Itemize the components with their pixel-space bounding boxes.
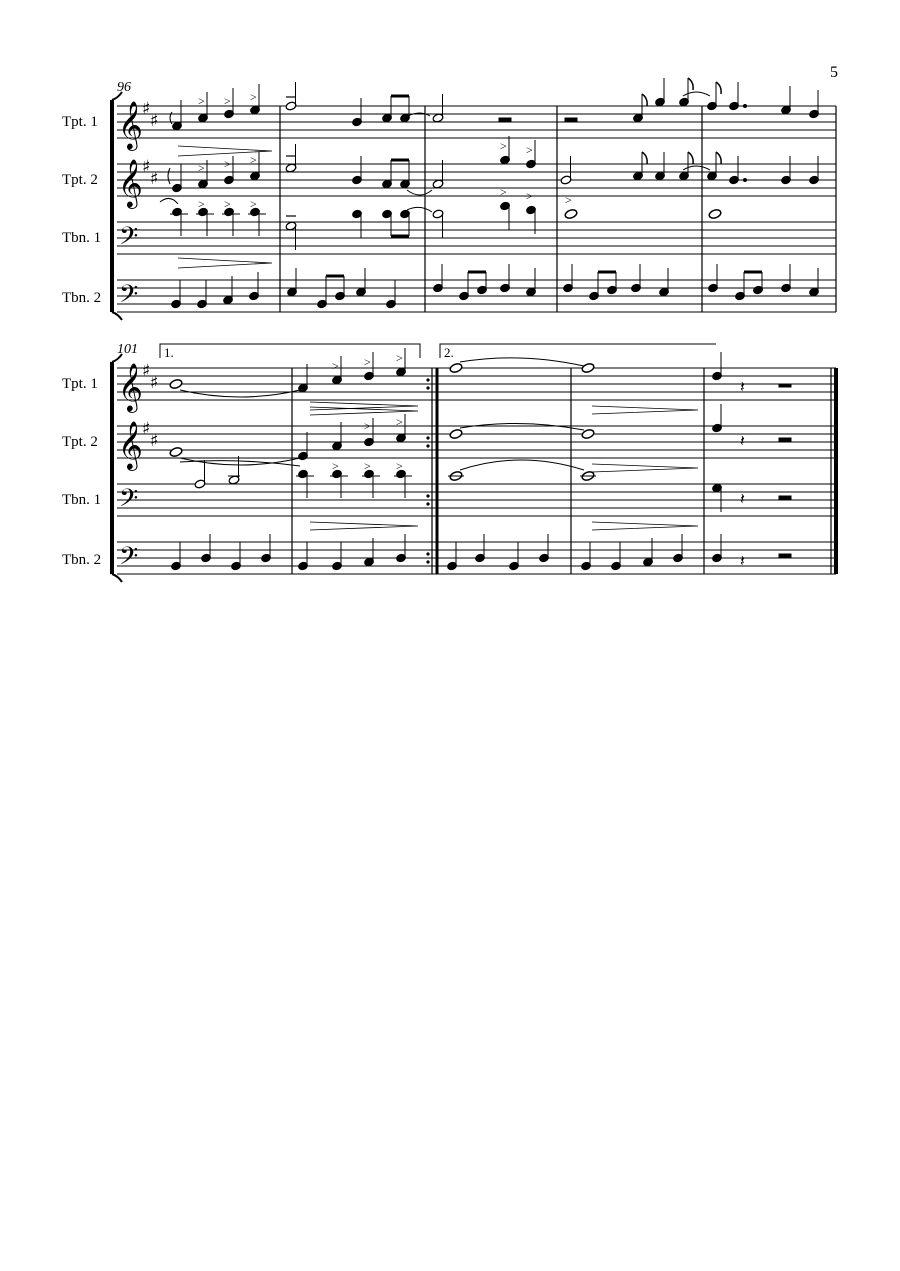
svg-text:2.: 2. — [444, 345, 454, 360]
sharp-icon: ♯ — [150, 373, 159, 393]
svg-text:>: > — [526, 143, 533, 157]
instrument-label-tbn1: Tbn. 1 — [62, 492, 102, 508]
treble-clef-tpt1: 𝄞 — [118, 362, 143, 411]
volta-2 — [440, 344, 716, 360]
sharp-icon: ♯ — [142, 361, 151, 381]
instrument-label-tbn1: Tbn. 1 — [62, 230, 102, 246]
sharp-icon: ♯ — [150, 169, 159, 189]
treble-clef-tpt2: 𝄞 — [118, 158, 143, 207]
svg-text:>: > — [364, 419, 371, 433]
svg-text:>: > — [332, 459, 339, 473]
sharp-icon: ♯ — [150, 111, 159, 131]
bass-clef-tbn2: 𝄢 — [119, 280, 139, 315]
system-1 — [62, 78, 836, 320]
svg-text:>: > — [224, 94, 231, 108]
measure-number-101: 101 — [117, 342, 138, 357]
system-2 — [62, 342, 836, 582]
bass-clef-tbn1: 𝄢 — [119, 484, 139, 519]
svg-text:>: > — [198, 197, 205, 211]
svg-text:>: > — [500, 139, 507, 153]
svg-text:𝄽: 𝄽 — [740, 553, 745, 570]
svg-text:>: > — [396, 351, 403, 365]
notes-tpt2-system-1 — [168, 136, 819, 195]
treble-clef-tpt2: 𝄞 — [118, 420, 143, 469]
svg-text:>: > — [526, 189, 533, 203]
staff-tpt2 — [117, 426, 836, 458]
volta-1 — [160, 344, 420, 360]
staff-tbn2 — [117, 280, 836, 312]
svg-text:>: > — [364, 459, 371, 473]
svg-text:>: > — [198, 161, 205, 175]
svg-text:>: > — [396, 415, 403, 429]
repeat-dots — [426, 378, 429, 563]
instrument-label-tpt2: Tpt. 2 — [62, 172, 98, 188]
sharp-icon: ♯ — [142, 99, 151, 119]
notes-tpt1-system-2 — [169, 348, 791, 415]
notes-tbn2-system-2 — [171, 522, 791, 571]
svg-text:>: > — [500, 185, 507, 199]
instrument-label-tbn2: Tbn. 2 — [62, 290, 102, 306]
measure-number-96: 96 — [117, 80, 131, 95]
notes-tpt1-system-1 — [170, 78, 819, 156]
notes-tbn2-system-1 — [171, 258, 820, 309]
barlines-system-2 — [292, 368, 836, 574]
staff-tpt1 — [117, 106, 836, 138]
instrument-label-tpt1: Tpt. 1 — [62, 114, 98, 130]
svg-text:>: > — [250, 197, 257, 211]
svg-text:>: > — [364, 355, 371, 369]
page-number: 5 — [830, 64, 838, 81]
barlines-system-1 — [280, 106, 836, 312]
staff-tbn1 — [117, 484, 836, 516]
svg-text:>: > — [565, 193, 572, 207]
svg-text:>: > — [224, 197, 231, 211]
bass-clef-tbn1: 𝄢 — [119, 222, 139, 257]
instrument-label-tpt1: Tpt. 1 — [62, 376, 98, 392]
sharp-icon: ♯ — [150, 431, 159, 451]
notes-tbn1-system-1 — [160, 185, 722, 250]
svg-text:>: > — [250, 90, 257, 104]
staff-tbn1 — [117, 222, 836, 254]
svg-text:𝄽: 𝄽 — [740, 491, 745, 508]
sharp-icon: ♯ — [142, 419, 151, 439]
instrument-label-tbn2: Tbn. 2 — [62, 552, 102, 568]
svg-text:𝄽: 𝄽 — [740, 433, 745, 450]
bass-clef-tbn2: 𝄢 — [119, 542, 139, 577]
svg-text:>: > — [250, 153, 257, 167]
treble-clef-tpt1: 𝄞 — [118, 100, 143, 149]
staff-tpt1 — [117, 368, 836, 400]
svg-text:1.: 1. — [164, 345, 174, 360]
svg-text:>: > — [224, 157, 231, 171]
instrument-label-tpt2: Tpt. 2 — [62, 434, 98, 450]
svg-text:>: > — [396, 459, 403, 473]
svg-text:𝄽: 𝄽 — [740, 379, 745, 396]
sharp-icon: ♯ — [142, 157, 151, 177]
svg-text:>: > — [198, 94, 205, 108]
svg-text:>: > — [332, 359, 339, 373]
